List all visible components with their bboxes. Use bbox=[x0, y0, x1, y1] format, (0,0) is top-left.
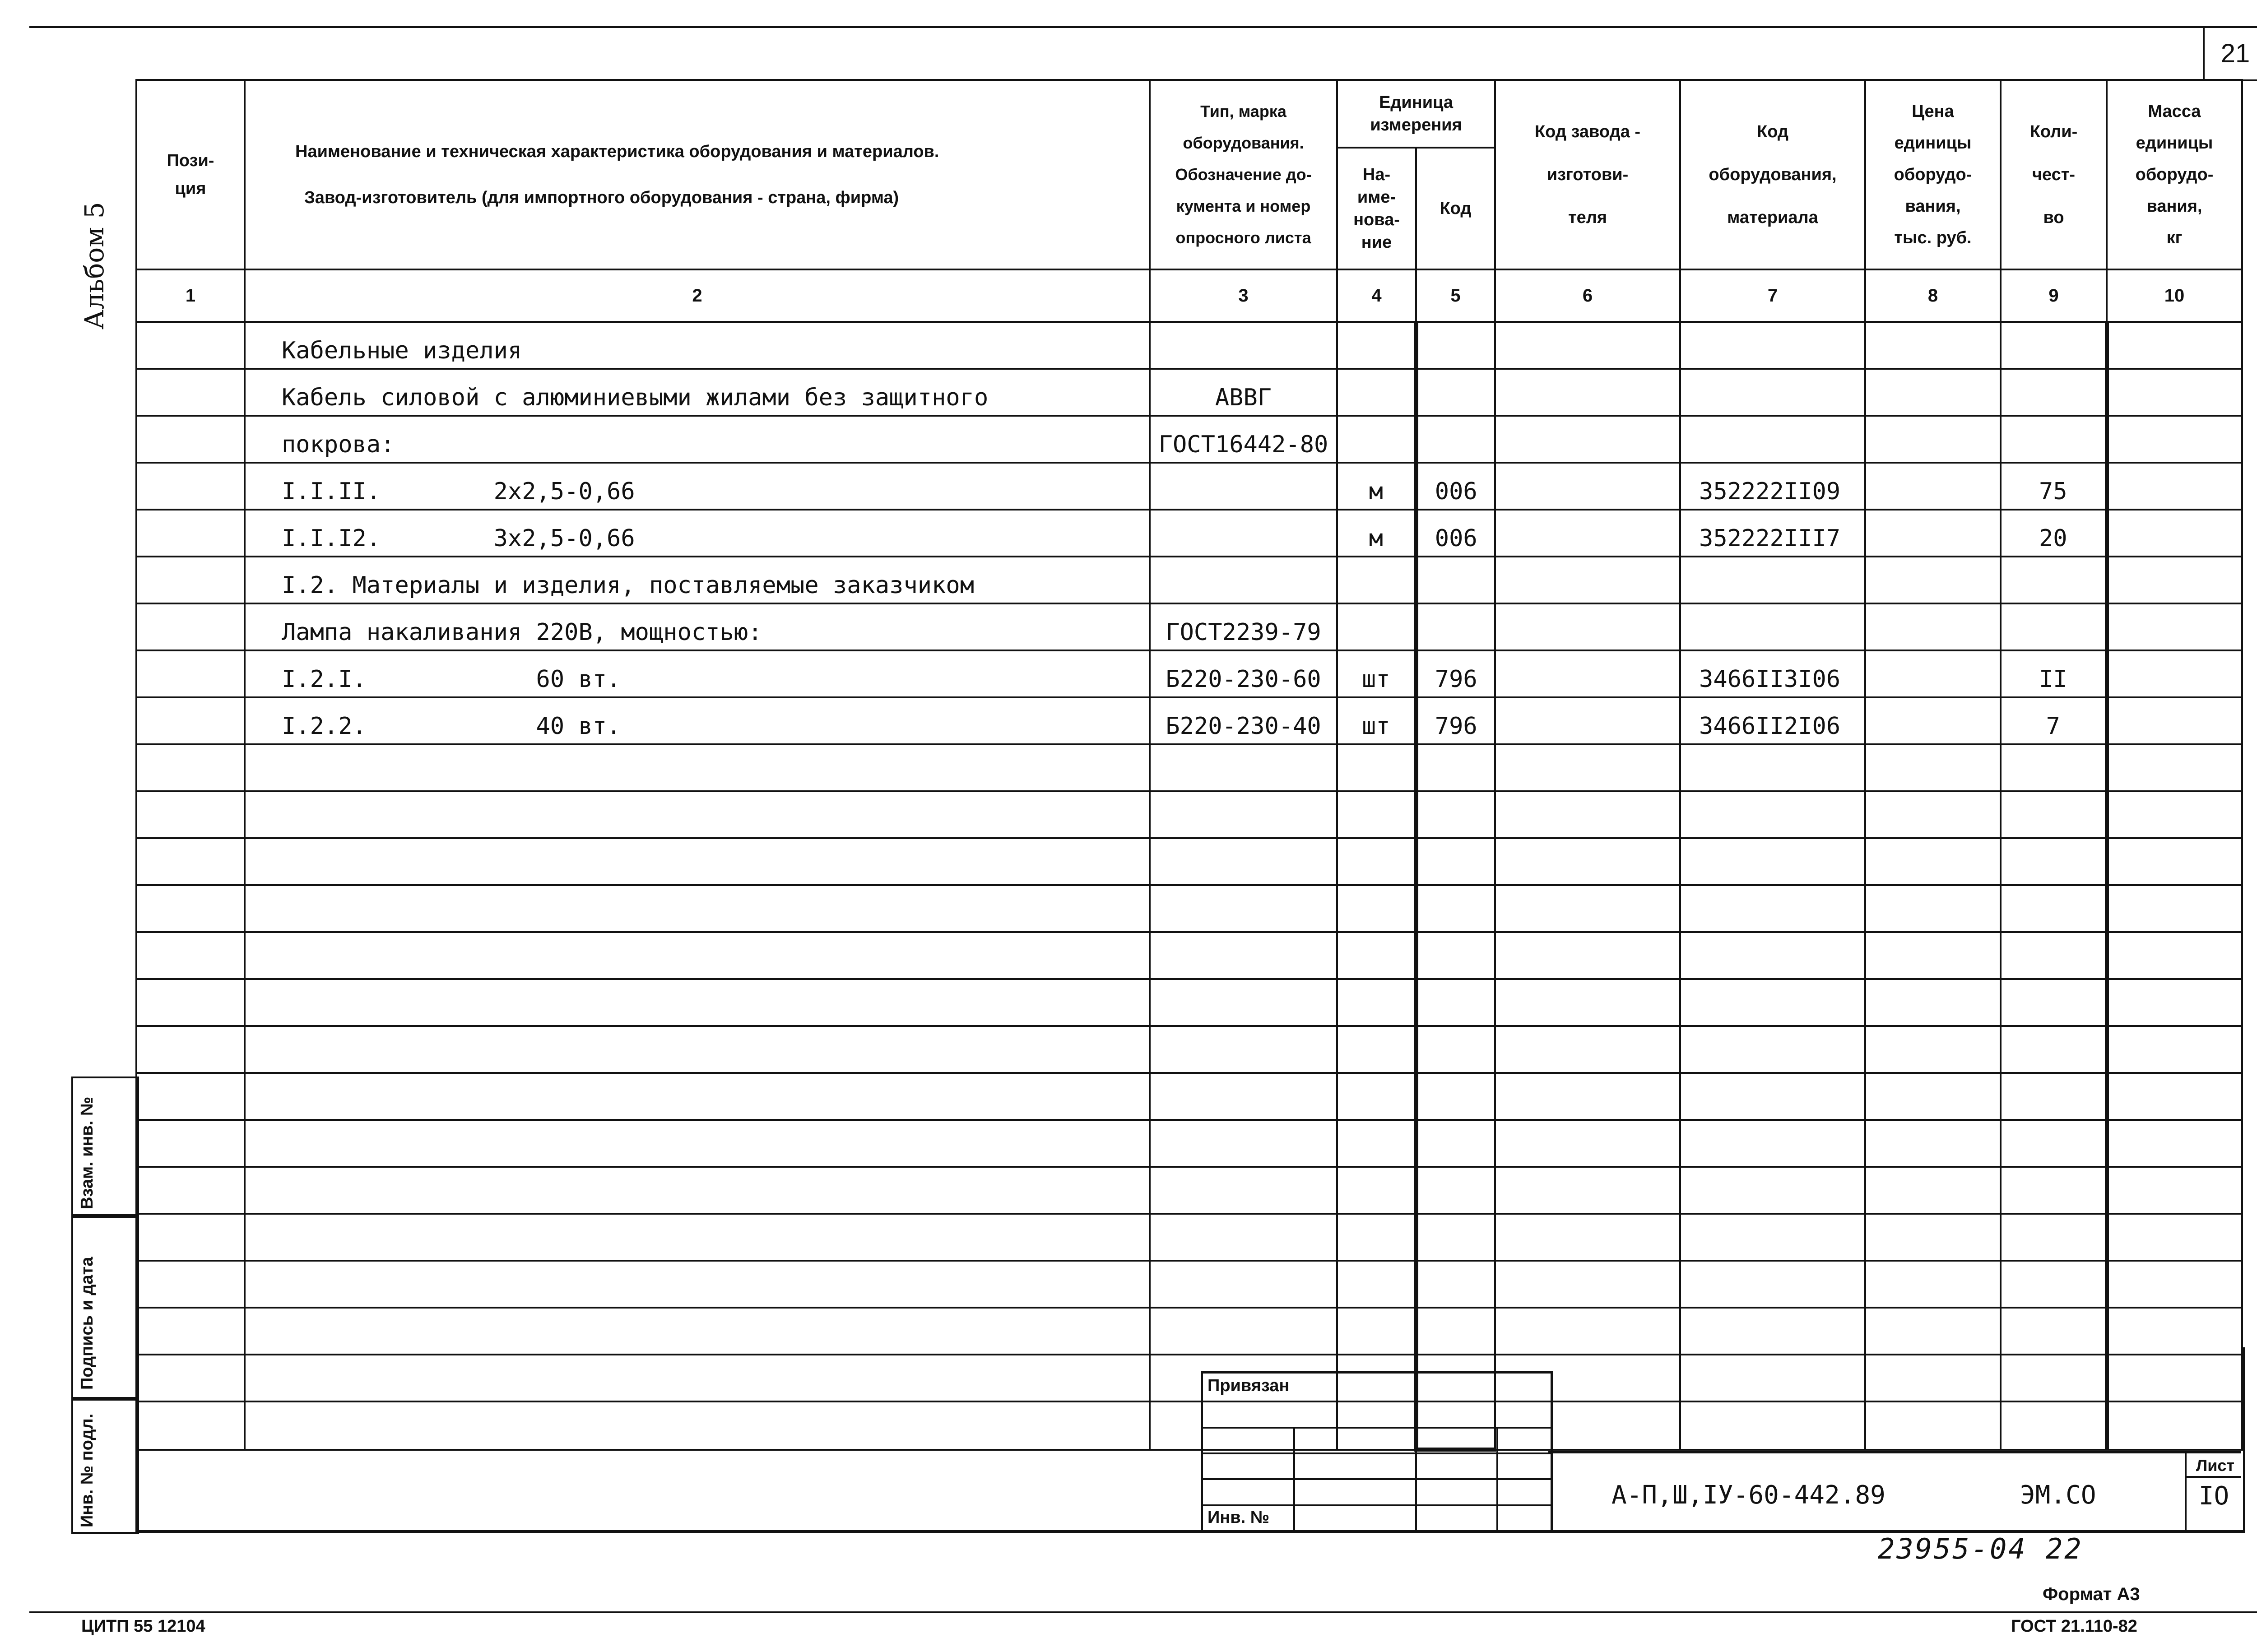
table-cell-col9 bbox=[2001, 838, 2107, 885]
header-unit-code: Код bbox=[1416, 148, 1495, 269]
header-name: Наименование и техническая характеристика оборудования и материалов. Завод-изготовитель (для импортного оборудования - страна, фирма) bbox=[245, 80, 1150, 269]
privyazan-label: Привязан bbox=[1207, 1376, 1290, 1395]
table-cell-col8 bbox=[1865, 463, 2001, 510]
table-cell-col9 bbox=[2001, 885, 2107, 932]
table-cell-col1 bbox=[136, 1214, 245, 1261]
table-cell-col7 bbox=[1680, 791, 1865, 838]
table-cell-col3 bbox=[1150, 1214, 1337, 1261]
table-cell-col6 bbox=[1495, 322, 1680, 369]
table-cell-col9: 7 bbox=[2001, 697, 2107, 744]
table-cell-col5 bbox=[1416, 885, 1495, 932]
table-cell-col7 bbox=[1680, 979, 1865, 1026]
table-row bbox=[136, 1026, 2242, 1073]
col-num-2: 2 bbox=[245, 269, 1150, 322]
table-cell-col6 bbox=[1495, 603, 1680, 650]
designation: А-П,Ш,IУ-60-442.89 bbox=[1611, 1480, 1885, 1510]
table-cell-col4 bbox=[1337, 1261, 1416, 1308]
table-cell-col6 bbox=[1495, 1073, 1680, 1120]
column-number-row bbox=[136, 269, 2242, 322]
table-cell-col7: 352222II09 bbox=[1680, 463, 1865, 510]
side-inv-label: Инв. № подл. bbox=[78, 1413, 97, 1527]
table-cell-col10 bbox=[2107, 603, 2242, 650]
table-cell-col4 bbox=[1337, 557, 1416, 603]
table-cell-col3 bbox=[1150, 1261, 1337, 1308]
table-cell-col5 bbox=[1416, 1120, 1495, 1167]
table-cell-col5 bbox=[1416, 369, 1495, 416]
table-cell-col4 bbox=[1337, 1167, 1416, 1214]
col-num-7: 7 bbox=[1680, 269, 1865, 322]
table-cell-col4 bbox=[1337, 1026, 1416, 1073]
table-cell-col8 bbox=[1865, 1073, 2001, 1120]
col-num-10: 10 bbox=[2107, 269, 2242, 322]
table-cell-col5 bbox=[1416, 557, 1495, 603]
table-cell-col1 bbox=[136, 510, 245, 557]
table-cell-col7 bbox=[1680, 416, 1865, 463]
table-cell-col5 bbox=[1416, 416, 1495, 463]
format-label: Формат А3 bbox=[2043, 1584, 2140, 1604]
table-cell-col6 bbox=[1495, 1120, 1680, 1167]
table-cell-col4: м bbox=[1337, 510, 1416, 557]
table-cell-col5 bbox=[1416, 1167, 1495, 1214]
table-cell-col3 bbox=[1150, 979, 1337, 1026]
table-cell-col2 bbox=[245, 1167, 1150, 1214]
table-cell-col1 bbox=[136, 1026, 245, 1073]
table-cell-col4 bbox=[1337, 1073, 1416, 1120]
header-price: Цена единицы оборудо- вания, тыс. руб. bbox=[1865, 80, 2001, 269]
table-cell-col6 bbox=[1495, 791, 1680, 838]
table-row bbox=[136, 603, 2242, 650]
table-cell-col1 bbox=[136, 603, 245, 650]
table-cell-col3 bbox=[1150, 744, 1337, 791]
table-cell-col5 bbox=[1416, 1026, 1495, 1073]
header-mass: Масса единицы оборудо- вания, кг bbox=[2107, 80, 2242, 269]
table-cell-col6 bbox=[1495, 463, 1680, 510]
table-row bbox=[136, 1167, 2242, 1214]
table-cell-col1 bbox=[136, 932, 245, 979]
table-row bbox=[136, 838, 2242, 885]
table-cell-col10 bbox=[2107, 1214, 2242, 1261]
table-row bbox=[136, 1214, 2242, 1261]
table-cell-col2 bbox=[245, 932, 1150, 979]
table-cell-col5 bbox=[1416, 979, 1495, 1026]
table-cell-col3: АВВГ bbox=[1150, 369, 1337, 416]
table-cell-col9 bbox=[2001, 416, 2107, 463]
table-cell-col3 bbox=[1150, 791, 1337, 838]
header-unit-name: На- име- нова- ние bbox=[1337, 148, 1416, 269]
table-cell-col5: 006 bbox=[1416, 463, 1495, 510]
table-cell-col3 bbox=[1150, 322, 1337, 369]
table-row bbox=[136, 463, 2242, 510]
table-cell-col1 bbox=[136, 322, 245, 369]
table-cell-col9 bbox=[2001, 1214, 2107, 1261]
table-cell-col2 bbox=[245, 1026, 1150, 1073]
table-cell-col4 bbox=[1337, 885, 1416, 932]
table-cell-col6 bbox=[1495, 697, 1680, 744]
table-cell-col4 bbox=[1337, 369, 1416, 416]
table-cell-col4 bbox=[1337, 1214, 1416, 1261]
handwritten-number: 23955-04 22 bbox=[1878, 1532, 2083, 1565]
table-row bbox=[136, 557, 2242, 603]
table-cell-col1 bbox=[136, 1261, 245, 1308]
table-cell-col8 bbox=[1865, 416, 2001, 463]
table-cell-col3 bbox=[1150, 510, 1337, 557]
table-cell-col2: I.2.2. 40 вт. bbox=[245, 697, 1150, 744]
table-cell-col9: 75 bbox=[2001, 463, 2107, 510]
table-row bbox=[136, 932, 2242, 979]
table-cell-col4 bbox=[1337, 838, 1416, 885]
sheet-corner-box bbox=[2203, 28, 2257, 81]
table-cell-col8 bbox=[1865, 322, 2001, 369]
table-cell-col6 bbox=[1495, 557, 1680, 603]
table-cell-col1 bbox=[136, 1120, 245, 1167]
table-cell-col7 bbox=[1680, 1120, 1865, 1167]
table-cell-col10 bbox=[2107, 510, 2242, 557]
table-cell-col5: 796 bbox=[1416, 697, 1495, 744]
table-cell-col7: 3466II3I06 bbox=[1680, 650, 1865, 697]
table-cell-col7 bbox=[1680, 1073, 1865, 1120]
table-cell-col6 bbox=[1495, 1167, 1680, 1214]
table-cell-col5 bbox=[1416, 322, 1495, 369]
section-code: ЭМ.СО bbox=[2020, 1480, 2096, 1510]
table-cell-col7 bbox=[1680, 369, 1865, 416]
table-cell-col8 bbox=[1865, 885, 2001, 932]
table-cell-col10 bbox=[2107, 979, 2242, 1026]
table-row bbox=[136, 1120, 2242, 1167]
table-cell-col9: II bbox=[2001, 650, 2107, 697]
side-inv-box bbox=[71, 1397, 139, 1534]
table-cell-col5 bbox=[1416, 791, 1495, 838]
table-cell-col2 bbox=[245, 1120, 1150, 1167]
table-cell-col9 bbox=[2001, 932, 2107, 979]
table-cell-col5: 006 bbox=[1416, 510, 1495, 557]
table-cell-col9 bbox=[2001, 603, 2107, 650]
table-cell-col9: 20 bbox=[2001, 510, 2107, 557]
table-cell-col9 bbox=[2001, 1167, 2107, 1214]
table-row bbox=[136, 697, 2242, 744]
table-cell-col1 bbox=[136, 697, 245, 744]
table-row bbox=[136, 416, 2242, 463]
table-row bbox=[136, 979, 2242, 1026]
table-cell-col4 bbox=[1337, 416, 1416, 463]
table-cell-col7 bbox=[1680, 1167, 1865, 1214]
table-row bbox=[136, 1073, 2242, 1120]
table-cell-col8 bbox=[1865, 979, 2001, 1026]
table-cell-col3: Б220-230-40 bbox=[1150, 697, 1337, 744]
table-cell-col1 bbox=[136, 1167, 245, 1214]
table-cell-col4 bbox=[1337, 791, 1416, 838]
table-cell-col6 bbox=[1495, 744, 1680, 791]
table-cell-col2 bbox=[245, 744, 1150, 791]
table-cell-col7 bbox=[1680, 1026, 1865, 1073]
table-cell-col1 bbox=[136, 979, 245, 1026]
table-cell-col10 bbox=[2107, 885, 2242, 932]
table-cell-col3 bbox=[1150, 1120, 1337, 1167]
table-cell-col10 bbox=[2107, 322, 2242, 369]
table-cell-col5 bbox=[1416, 744, 1495, 791]
table-cell-col8 bbox=[1865, 369, 2001, 416]
header-unit-group: Единица измерения bbox=[1337, 80, 1495, 148]
table-cell-col9 bbox=[2001, 369, 2107, 416]
table-cell-col5 bbox=[1416, 1073, 1495, 1120]
table-cell-col7 bbox=[1680, 557, 1865, 603]
header-type: Тип, марка оборудования. Обозначение до- кумента и номер опросного листа bbox=[1150, 80, 1337, 269]
inv-no-label: Инв. № bbox=[1207, 1508, 1270, 1527]
side-podpis-label: Подпись и дата bbox=[78, 1257, 97, 1390]
table-cell-col9 bbox=[2001, 791, 2107, 838]
table-cell-col10 bbox=[2107, 838, 2242, 885]
table-cell-col7: 352222III7 bbox=[1680, 510, 1865, 557]
table-cell-col8 bbox=[1865, 697, 2001, 744]
table-cell-col6 bbox=[1495, 885, 1680, 932]
list-number: IO bbox=[2198, 1481, 2229, 1511]
table-cell-col3 bbox=[1150, 932, 1337, 979]
table-cell-col5: 796 bbox=[1416, 650, 1495, 697]
col-num-1: 1 bbox=[136, 269, 245, 322]
table-cell-col8 bbox=[1865, 1120, 2001, 1167]
col-num-5: 5 bbox=[1416, 269, 1495, 322]
table-cell-col2 bbox=[245, 979, 1150, 1026]
table-cell-col9 bbox=[2001, 557, 2107, 603]
table-cell-col4 bbox=[1337, 322, 1416, 369]
table-cell-col10 bbox=[2107, 650, 2242, 697]
table-cell-col4 bbox=[1337, 979, 1416, 1026]
table-cell-col7: 3466II2I06 bbox=[1680, 697, 1865, 744]
table-cell-col1 bbox=[136, 650, 245, 697]
table-cell-col3 bbox=[1150, 1073, 1337, 1120]
table-cell-col8 bbox=[1865, 791, 2001, 838]
table-cell-col8 bbox=[1865, 650, 2001, 697]
table-cell-col5 bbox=[1416, 838, 1495, 885]
table-cell-col5 bbox=[1416, 1261, 1495, 1308]
side-vzam-box bbox=[71, 1077, 139, 1218]
table-cell-col4 bbox=[1337, 744, 1416, 791]
table-cell-col6 bbox=[1495, 369, 1680, 416]
table-cell-col1 bbox=[136, 463, 245, 510]
table-cell-col4 bbox=[1337, 603, 1416, 650]
table-cell-col10 bbox=[2107, 744, 2242, 791]
table-cell-col8 bbox=[1865, 744, 2001, 791]
table-cell-col8 bbox=[1865, 1167, 2001, 1214]
table-cell-col3: ГОСТ2239-79 bbox=[1150, 603, 1337, 650]
table-cell-col2: I.2.I. 60 вт. bbox=[245, 650, 1150, 697]
table-cell-col1 bbox=[136, 838, 245, 885]
table-cell-col8 bbox=[1865, 557, 2001, 603]
table-cell-col1 bbox=[136, 416, 245, 463]
table-cell-col8 bbox=[1865, 510, 2001, 557]
table-cell-col4: шт bbox=[1337, 650, 1416, 697]
frame-top-line bbox=[29, 26, 2257, 28]
table-cell-col3 bbox=[1150, 557, 1337, 603]
table-cell-col2: Кабельные изделия bbox=[245, 322, 1150, 369]
table-cell-col2 bbox=[245, 1261, 1150, 1308]
table-cell-col3 bbox=[1150, 1026, 1337, 1073]
table-cell-col2 bbox=[245, 1073, 1150, 1120]
table-cell-col2: I.2. Материалы и изделия, поставляемые заказчиком bbox=[245, 557, 1150, 603]
table-cell-col7 bbox=[1680, 1214, 1865, 1261]
col-num-9: 9 bbox=[2001, 269, 2107, 322]
table-cell-col8 bbox=[1865, 838, 2001, 885]
table-cell-col3 bbox=[1150, 463, 1337, 510]
table-cell-col7 bbox=[1680, 885, 1865, 932]
table-cell-col9 bbox=[2001, 1026, 2107, 1073]
table-cell-col10 bbox=[2107, 932, 2242, 979]
table-cell-col6 bbox=[1495, 838, 1680, 885]
table-cell-col1 bbox=[136, 791, 245, 838]
table-cell-col9 bbox=[2001, 1073, 2107, 1120]
designation-block bbox=[1548, 1451, 2241, 1532]
table-row bbox=[136, 791, 2242, 838]
header-equipment-code: Код оборудования, материала bbox=[1680, 80, 1865, 269]
table-cell-col4 bbox=[1337, 1120, 1416, 1167]
table-row bbox=[136, 369, 2242, 416]
table-cell-col8 bbox=[1865, 1214, 2001, 1261]
table-cell-col10 bbox=[2107, 416, 2242, 463]
table-cell-col4 bbox=[1337, 932, 1416, 979]
table-cell-col2: I.I.II. 2х2,5-0,66 bbox=[245, 463, 1150, 510]
table-cell-col6 bbox=[1495, 1026, 1680, 1073]
table-cell-col2: покрова: bbox=[245, 416, 1150, 463]
table-cell-col10 bbox=[2107, 1167, 2242, 1214]
table-row bbox=[136, 885, 2242, 932]
table-row bbox=[136, 1261, 2242, 1308]
table-cell-col10 bbox=[2107, 791, 2242, 838]
table-cell-col8 bbox=[1865, 603, 2001, 650]
header-quantity: Коли- чест- во bbox=[2001, 80, 2107, 269]
table-cell-col2 bbox=[245, 1214, 1150, 1261]
table-cell-col10 bbox=[2107, 369, 2242, 416]
table-cell-col7 bbox=[1680, 322, 1865, 369]
table-cell-col6 bbox=[1495, 416, 1680, 463]
table-cell-col2 bbox=[245, 885, 1150, 932]
table-cell-col10 bbox=[2107, 463, 2242, 510]
table-row bbox=[136, 322, 2242, 369]
table-cell-col10 bbox=[2107, 557, 2242, 603]
table-cell-col6 bbox=[1495, 1261, 1680, 1308]
table-cell-col6 bbox=[1495, 932, 1680, 979]
table-cell-col3: ГОСТ16442-80 bbox=[1150, 416, 1337, 463]
table-cell-col5 bbox=[1416, 932, 1495, 979]
table-cell-col7 bbox=[1680, 1261, 1865, 1308]
table-cell-col4: м bbox=[1337, 463, 1416, 510]
list-label: Лист bbox=[2196, 1456, 2235, 1475]
table-cell-col8 bbox=[1865, 1026, 2001, 1073]
table-cell-col7 bbox=[1680, 932, 1865, 979]
header-factory-code: Код завода - изготови- теля bbox=[1495, 80, 1680, 269]
frame-bottom-line bbox=[29, 1611, 2257, 1613]
table-row bbox=[136, 650, 2242, 697]
table-cell-col6 bbox=[1495, 650, 1680, 697]
table-row bbox=[136, 744, 2242, 791]
table-cell-col7 bbox=[1680, 744, 1865, 791]
table-cell-col9 bbox=[2001, 322, 2107, 369]
table-cell-col9 bbox=[2001, 1261, 2107, 1308]
table-cell-col8 bbox=[1865, 1261, 2001, 1308]
specification-table bbox=[135, 79, 2243, 1452]
table-cell-col9 bbox=[2001, 979, 2107, 1026]
table-cell-col3 bbox=[1150, 885, 1337, 932]
table-cell-col2 bbox=[245, 838, 1150, 885]
table-cell-col8 bbox=[1865, 932, 2001, 979]
table-cell-col1 bbox=[136, 744, 245, 791]
col-num-3: 3 bbox=[1150, 269, 1337, 322]
table-cell-col10 bbox=[2107, 1120, 2242, 1167]
col-num-4: 4 bbox=[1337, 269, 1416, 322]
table-cell-col3 bbox=[1150, 1167, 1337, 1214]
col-num-6: 6 bbox=[1495, 269, 1680, 322]
table-cell-col2: Лампа накаливания 220В, мощностью: bbox=[245, 603, 1150, 650]
header-position: Пози- ция bbox=[136, 80, 245, 269]
table-row bbox=[136, 510, 2242, 557]
side-podpis-box bbox=[71, 1214, 139, 1401]
privyazan-block bbox=[1201, 1371, 1553, 1532]
table-cell-col1 bbox=[136, 1073, 245, 1120]
footer-left: ЦИТП 55 12104 bbox=[81, 1617, 205, 1636]
table-cell-col5 bbox=[1416, 603, 1495, 650]
table-cell-col2: Кабель силовой с алюминиевыми жилами без защитного bbox=[245, 369, 1150, 416]
col-num-8: 8 bbox=[1865, 269, 2001, 322]
side-vzam-label: Взам. инв. № bbox=[78, 1096, 97, 1209]
table-cell-col3: Б220-230-60 bbox=[1150, 650, 1337, 697]
table-cell-col7 bbox=[1680, 603, 1865, 650]
table-cell-col10 bbox=[2107, 1261, 2242, 1308]
table-cell-col1 bbox=[136, 885, 245, 932]
table-cell-col2: I.I.I2. 3х2,5-0,66 bbox=[245, 510, 1150, 557]
table-cell-col4: шт bbox=[1337, 697, 1416, 744]
table-cell-col6 bbox=[1495, 979, 1680, 1026]
sheet-corner-number: 21 bbox=[2220, 39, 2250, 68]
album-label: Альбом 5 bbox=[79, 202, 110, 329]
table-cell-col6 bbox=[1495, 510, 1680, 557]
table-cell-col5 bbox=[1416, 1214, 1495, 1261]
table-cell-col10 bbox=[2107, 1073, 2242, 1120]
table-cell-col9 bbox=[2001, 744, 2107, 791]
table-cell-col2 bbox=[245, 791, 1150, 838]
table-cell-col10 bbox=[2107, 1026, 2242, 1073]
table-cell-col9 bbox=[2001, 1120, 2107, 1167]
table-cell-col10 bbox=[2107, 697, 2242, 744]
table-cell-col1 bbox=[136, 557, 245, 603]
table-cell-col6 bbox=[1495, 1214, 1680, 1261]
table-cell-col3 bbox=[1150, 838, 1337, 885]
footer-right: ГОСТ 21.110-82 bbox=[2011, 1617, 2137, 1636]
table-cell-col1 bbox=[136, 369, 245, 416]
table-cell-col7 bbox=[1680, 838, 1865, 885]
